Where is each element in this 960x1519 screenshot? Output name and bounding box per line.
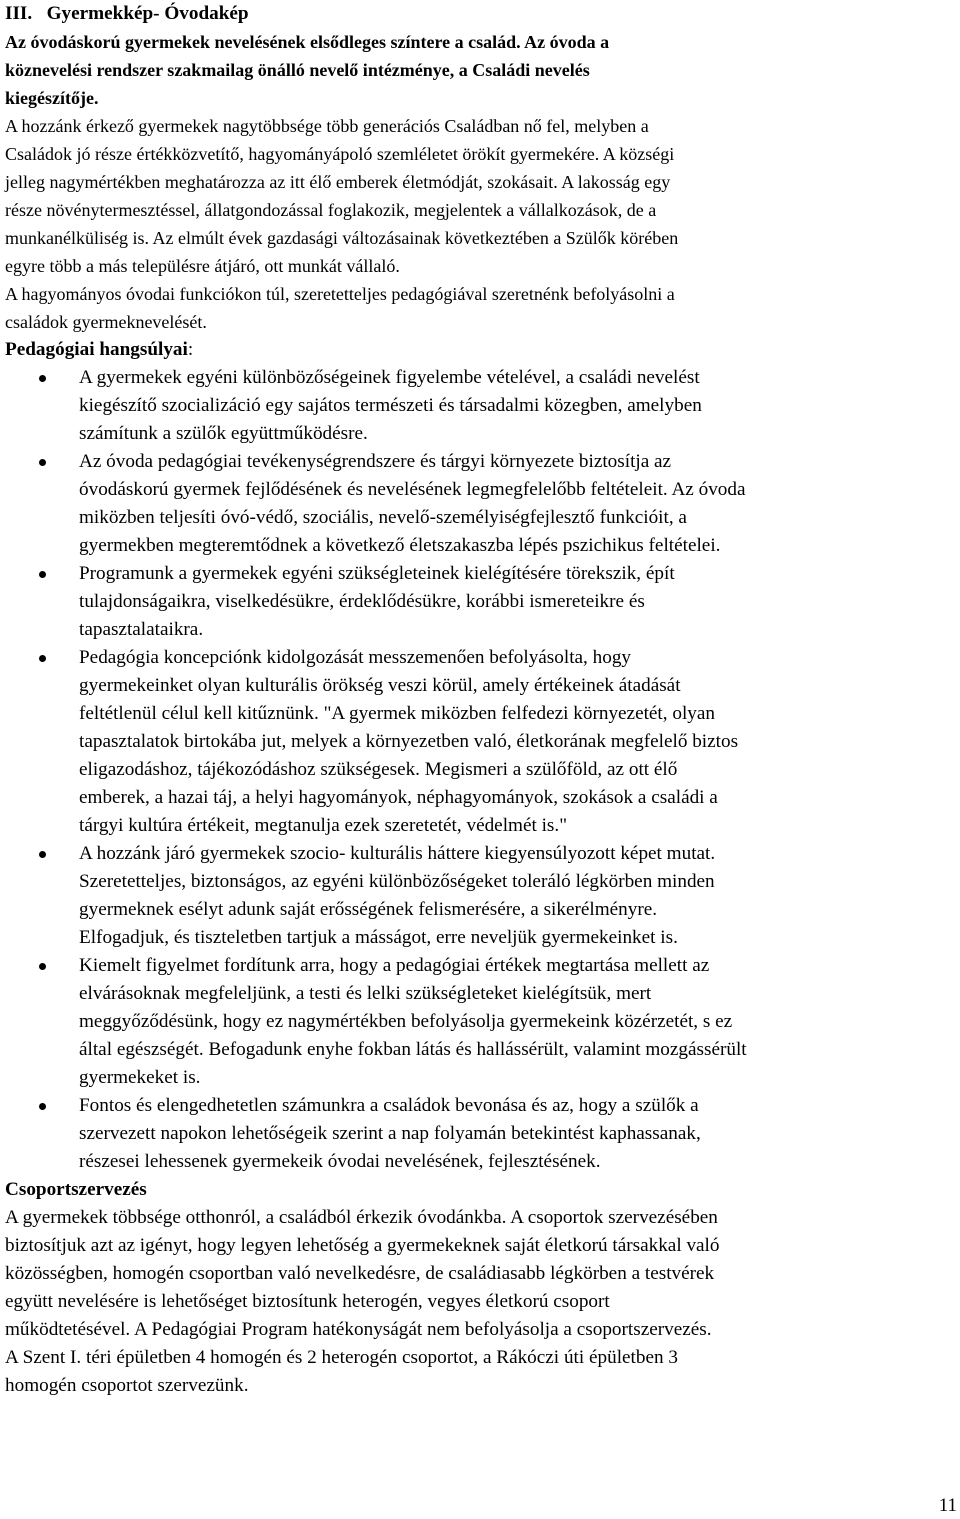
bullet-line: Kiemelt figyelmet fordítunk arra, hogy a pedagógiai értékek megtartása mellett az [79, 955, 710, 976]
bullet-line: gyermekben megteremtődnek a következő életszakaszba lépés pszichikus feltételei. [79, 535, 721, 556]
bullet-dot-icon [39, 963, 46, 970]
bullet-line: Elfogadjuk, és tiszteletben tartjuk a másságot, erre neveljük gyermekeinket is. [79, 927, 678, 948]
page-number: 11 [938, 1495, 957, 1516]
bullet-line: tapasztalataikra. [79, 619, 204, 640]
paragraph-line: része növénytermesztéssel, állatgondozással foglakozik, megjelentek a vállalkozások, de a [5, 200, 657, 220]
bullet-line: gyermeknek esélyt adunk saját erősségének felismerésére, a sikerélményre. [79, 899, 658, 920]
groups-title: Csoportszervezés [5, 1179, 147, 1200]
groups-line: A gyermekek többsége otthonról, a családból érkezik óvodánkba. A csoportok szervezésében [5, 1207, 718, 1228]
groups-line: közösségben, homogén csoportban való nevelkedésre, de családiasabb légkörben a testvérek [5, 1263, 715, 1284]
paragraph-line: egyre több a más településre átjáró, ott munkát vállaló. [5, 256, 400, 276]
groups-paragraph [5, 1204, 960, 1400]
bullet-dot-icon [39, 459, 46, 466]
groups-line: homogén csoportot szervezünk. [5, 1375, 249, 1396]
bullet-line: kiegészítő szocializáció egy sajátos természeti és társadalmi közegben, amelyben [79, 395, 702, 416]
paragraph-line: A hozzánk érkező gyermekek nagytöbbsége több generációs Családban nő fel, melyben a [5, 116, 649, 136]
paragraph-line: Családok jó része értékközvetítő, hagyományápoló szemléletet örökít gyermekére. A községi [5, 144, 675, 164]
bullet-line: A hozzánk járó gyermekek szocio- kulturális háttere kiegyensúlyozott képet mutat. [79, 843, 716, 864]
intro-line: Az óvodáskorú gyermekek nevelésének elsődleges színtere a család. Az óvoda a [5, 32, 610, 52]
bullet-line: által egészségét. Befogadunk enyhe fokban látás és hallássérült, valamint mozgássérült [79, 1039, 747, 1060]
bullet-line: gyermekeket is. [79, 1067, 201, 1088]
bullet-item [5, 1092, 960, 1176]
bullet-dot-icon [39, 375, 46, 382]
bullet-item [5, 644, 960, 840]
intro-line: köznevelési rendszer szakmailag önálló nevelő intézménye, a Családi nevelés [5, 60, 590, 80]
bullet-line: Pedagógia koncepciónk kidolgozását messzemenően befolyásolta, hogy [79, 647, 632, 668]
bullet-item [5, 448, 960, 560]
bullet-line: A gyermekek egyéni különbözőségeinek figyelembe vételével, a családi nevelést [79, 367, 700, 388]
section-title: Gyermekkép- Óvodakép [46, 3, 249, 24]
bullet-line: Az óvoda pedagógiai tevékenységrendszere és tárgyi környezete biztosítja az [79, 451, 672, 472]
bullet-item [5, 840, 960, 952]
bullet-line: szervezett napokon lehetőségeik szerint a nap folyamán betekintést kaphassanak, [79, 1123, 701, 1144]
intro-block [5, 28, 960, 112]
groups-line: biztosítjuk azt az igényt, hogy legyen lehetőség a gyermekeknek saját életkorú társakkal való [5, 1235, 720, 1256]
bullet-line: miközben teljesíti óvó-védő, szociális, nevelő-személyiségfejlesztő funkcióit, a [79, 507, 687, 528]
paragraph-line: jelleg nagymértékben meghatározza az itt élő emberek életmódját, szokásait. A lakosság egy [5, 172, 671, 192]
section-heading [5, 0, 960, 28]
paragraph-line: családok gyermeknevelését. [5, 312, 207, 332]
bullet-item [5, 364, 960, 448]
bullet-line: emberek, a hazai táj, a helyi hagyományok, néphagyományok, szokások a családi a [79, 787, 718, 808]
pedagogy-title: Pedagógiai hangsúlyai [5, 339, 188, 360]
bullet-item [5, 560, 960, 644]
bullet-line: meggyőződésünk, hogy ez nagymértékben befolyásolja gyermekeink közérzetét, s ez [79, 1011, 733, 1032]
intro-line: kiegészítője. [5, 88, 99, 108]
bullet-line: Szeretetteljes, biztonságos, az egyéni különbözőségeket toleráló légkörben minden [79, 871, 715, 892]
document-page [5, 0, 960, 1400]
pedagogy-title-colon: : [187, 339, 194, 360]
bullet-line: tulajdonságaikra, viselkedésükre, érdeklődésükre, korábbi ismereteikre és [79, 591, 645, 612]
bullet-dot-icon [39, 655, 46, 662]
paragraph-line: munkanélküliség is. Az elmúlt évek gazdasági változásainak következtében a Szülők körében [5, 228, 679, 248]
groups-line: működtetésével. A Pedagógiai Program hatékonyságát nem befolyásolja a csoportszervezés. [5, 1319, 712, 1340]
bullet-line: tárgyi kultúra értékeit, megtanulja ezek szeretetét, védelmét is." [79, 815, 568, 836]
bullet-item [5, 952, 960, 1092]
bullet-dot-icon [39, 571, 46, 578]
bullet-line: tapasztalatok birtokába jut, melyek a környezetben való, életkorának megfelelő biztos [79, 731, 739, 752]
bullet-line: eligazodáshoz, tájékozódáshoz szükségesek. Megismeri a szülőföld, az ott élő [79, 759, 678, 780]
intro-paragraph [5, 112, 960, 336]
groups-line: A Szent I. téri épületben 4 homogén és 2 heterogén csoportot, a Rákóczi úti épületben 3 [5, 1347, 678, 1368]
pedagogy-heading [5, 336, 960, 364]
bullet-line: Fontos és elengedhetetlen számunkra a családok bevonása és az, hogy a szülők a [79, 1095, 699, 1116]
section-number: III. [5, 3, 33, 24]
bullet-line: számítunk a szülők együttműködésre. [79, 423, 368, 444]
bullet-line: Programunk a gyermekek egyéni szükségleteinek kielégítésére törekszik, épít [79, 563, 675, 584]
bullet-line: óvodáskorú gyermek fejlődésének és nevelésének legmegfelelőbb feltételeit. Az óvoda [79, 479, 746, 500]
bullet-line: gyermekeinket olyan kulturális örökség veszi körül, amely értékeinek átadását [79, 675, 681, 696]
bullet-line: feltétlenül célul kell kitűznünk. "A gyermek miközben felfedezi környezetét, olyan [79, 703, 715, 724]
groups-line: együtt nevelésére is lehetőséget biztosítunk heterogén, vegyes életkorú csoport [5, 1291, 610, 1312]
paragraph-line: A hagyományos óvodai funkciókon túl, szeretetteljes pedagógiával szeretnénk befolyásolni a [5, 284, 675, 304]
bullet-line: elvárásoknak megfeleljünk, a testi és lelki szükségleteket kielégítsük, mert [79, 983, 652, 1004]
bullet-dot-icon [39, 851, 46, 858]
bullet-dot-icon [39, 1103, 46, 1110]
bullet-line: részesei lehessenek gyermekeik óvodai nevelésének, fejlesztésének. [79, 1151, 601, 1172]
